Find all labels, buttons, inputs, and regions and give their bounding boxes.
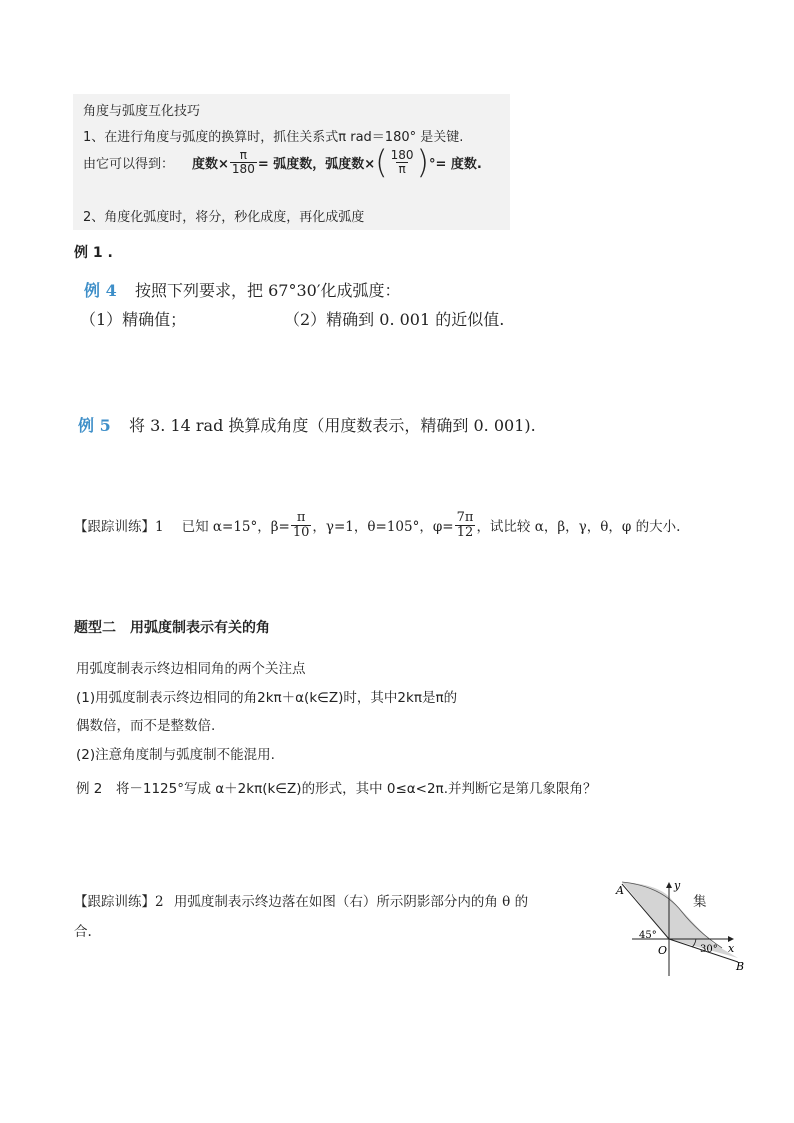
section-2-point-1a: (1)用弧度制表示终边相同的角2kπ＋α(k∈Z)时，其中2kπ是π的 (76, 690, 458, 706)
practice-1-label: 【跟踪训练】1 (74, 519, 164, 536)
fraction-numerator: 7π (456, 510, 474, 525)
180-over-pi-paren (375, 143, 430, 181)
section-2-point-1b: 偶数倍，而不是整数倍. (76, 718, 216, 734)
example-2: 例 2 将－1125°写成 α＋2kπ(k∈Z)的形式，其中 0≤α<2π.并判断它是第几象限角？ (76, 781, 597, 797)
label-x: x (728, 942, 735, 955)
tips-line-2-prefix: 由它可以得到： (83, 156, 175, 172)
example-4-text: 按照下列要求，把 67°30′化成弧度： (135, 281, 401, 300)
section-2-intro: 用弧度制表示终边相同角的两个关注点 (76, 661, 306, 677)
example-5-text: 将 3. 14 rad 换算成角度（用度数表示，精确到 0. 001). (129, 416, 536, 435)
angle-45-label: 45° (639, 930, 657, 941)
fraction-denominator: 12 (456, 524, 474, 540)
example-5-label: 例 5 (78, 416, 111, 435)
practice-2-text-a: 用弧度制表示终边落在如图（右）所示阴影部分内的角 θ 的 (173, 894, 529, 910)
angle-figure (612, 872, 772, 982)
tips-degree-result: °= 度数. (429, 156, 482, 172)
example-4-label: 例 4 (84, 281, 117, 300)
180-over-pi-fraction (389, 149, 416, 175)
phi-fraction (455, 511, 476, 539)
y-axis-arrow-icon (666, 882, 672, 888)
tips-title: 角度与弧度互化技巧 (83, 104, 201, 119)
practice-2-label: 【跟踪训练】2 (74, 894, 164, 910)
fraction-numerator: 180 (390, 147, 414, 162)
fraction-denominator: π (398, 161, 406, 176)
beta-fraction (291, 511, 312, 539)
tips-line-2 (83, 143, 482, 181)
tips-line-3: 2、角度化弧度时，将分，秒化成度，再化成弧度 (83, 210, 365, 225)
section-2-point-2: (2)注意角度制与弧度制不能混用. (76, 747, 275, 763)
practice-1-text-c: ，试比较 α，β，γ，θ，φ 的大小. (476, 519, 681, 536)
tips-line-1: 1、在进行角度与弧度的换算时，抓住关系式π rad＝180° 是关键. (83, 130, 464, 145)
example-4 (84, 278, 400, 301)
label-b: B (736, 960, 745, 973)
pi-over-180-fraction (230, 149, 257, 175)
example-4-part-2: （2）精确到 0. 001 的近似值. (284, 310, 505, 329)
practice-1 (74, 511, 680, 539)
example-4-part-1: （1）精确值； (80, 310, 187, 329)
practice-1-text-b: ，γ=1，θ=105°，φ= (312, 519, 454, 536)
fraction-numerator: π (296, 510, 306, 525)
label-o: O (658, 944, 668, 957)
practice-1-text-a: 已知 α=15°，β= (181, 519, 290, 536)
left-paren: ( (375, 143, 388, 181)
tips-box (73, 94, 510, 230)
label-a: A (616, 884, 624, 897)
label-y: y (674, 879, 681, 892)
practice-2-line-1 (74, 890, 528, 910)
practice-2-text-c: 合. (74, 924, 92, 940)
tips-radian-word: = 弧度数，弧度数× (257, 156, 376, 172)
section-2-title: 题型二 用弧度制表示有关的角 (74, 620, 270, 636)
fraction-denominator: 10 (292, 524, 310, 540)
angle-30-label: 30° (700, 944, 718, 955)
example-5 (78, 413, 536, 436)
fraction-denominator: 180 (231, 161, 255, 176)
example-1-label: 例 1 . (74, 245, 113, 261)
practice-2-text-b: 集 (693, 894, 707, 910)
right-paren: ) (416, 143, 430, 181)
fraction-numerator: π (239, 147, 247, 162)
tips-degree-word: 度数× (192, 156, 229, 172)
